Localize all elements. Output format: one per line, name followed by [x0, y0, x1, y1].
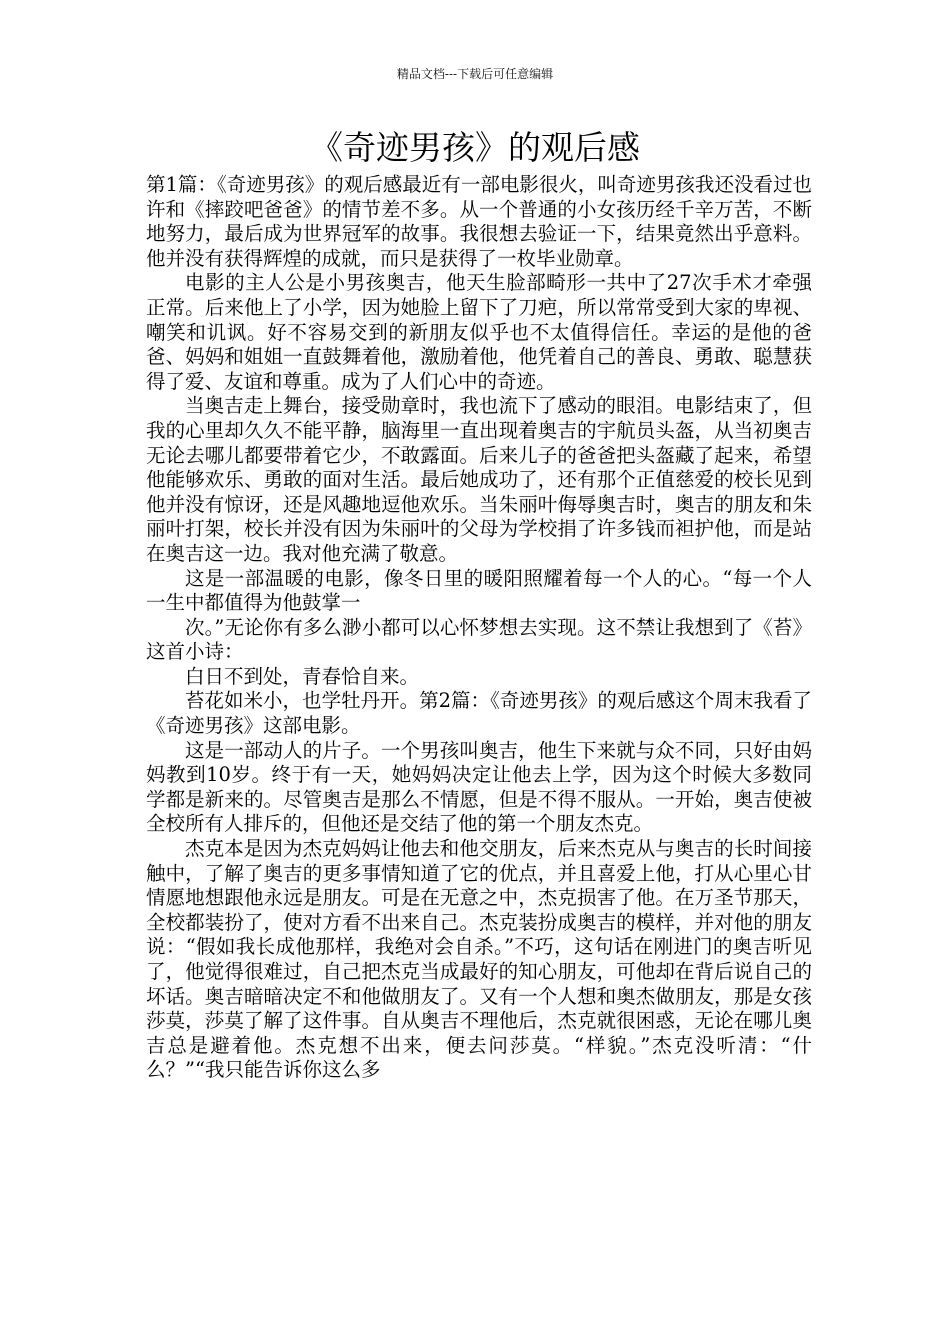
paragraph: 电影的主人公是小男孩奥吉，他天生脸部畸形一共中了27次手术才牵强正常。后来他上了小学，因为她脸上留下了刀疤，所以常常受到大家的卑视、嘲笑和讥讽。好不容易交到的新朋友似乎也不太值得信任。幸运的是他的爸爸、妈妈和姐姐一直鼓舞着他，激励着他，他凭着自己的善良、勇敢、聪慧获得了爱、友谊和尊重。成为了人们心中的奇迹。: [146, 271, 812, 393]
document-title: 《奇迹男孩》的观后感: [310, 128, 640, 167]
paragraph: 第1篇：《奇迹男孩》的观后感最近有一部电影很火，叫奇迹男孩我还没看过也许和《摔跤吧爸爸》的情节差不多。从一个普通的小女孩历经千辛万苦，不断地努力，最后成为世界冠军的故事。我很想去验证一下，结果竟然出乎意料。他并没有获得辉煌的成就，而只是获得了一枚毕业勋章。: [146, 173, 812, 270]
paragraph: 次。”无论你有多么渺小都可以心怀梦想去实现。这不禁让我想到了《苔》这首小诗：: [146, 615, 812, 664]
poem-line: 白日不到处，青春恰自来。: [185, 664, 420, 688]
header-note: 精品文档---下载后可任意编辑: [396, 67, 554, 81]
paragraph: 当奥吉走上舞台，接受勋章时，我也流下了感动的眼泪。电影结束了，但我的心里却久久不能平静，脑海里一直出现着奥吉的宇航员头盔，从当初奥吉无论去哪儿都要带着它少，不敢露面。后来儿子的爸爸把头盔藏了起来，希望他能够欢乐、勇敢的面对生活。最后她成功了，还有那个正值慈爱的校长见到他并没有惊讶，还是风趣地逗他欢乐。当朱丽叶侮辱奥吉时，奥吉的朋友和朱丽叶打架，校长并没有因为朱丽叶的父母为学校捐了许多钱而袒护他，而是站在奥吉这一边。我对他充满了敬意。: [146, 394, 812, 565]
paragraph: 杰克本是因为杰克妈妈让他去和他交朋友，后来杰克从与奥吉的长时间接触中，了解了奥吉的更多事情知道了它的优点，并且喜爱上他，打从心里心甘情愿地想跟他永远是朋友。可是在无意之中，杰克损害了他。在万圣节那天，全校都装扮了，使对方看不出来自己。杰克装扮成奥吉的模样，并对他的朋友说：“假如我长成他那样，我绝对会自杀。”不巧，这句话在刚进门的奥吉听见了，他觉得很难过，自己把杰克当成最好的知心朋友，可他却在背后说自己的坏话。奥吉暗暗决定不和他做朋友了。又有一个人想和奥杰做朋友，那是女孩莎莫，莎莫了解了这件事。自从奥吉不理他后，杰克就很困惑，无论在哪儿奥吉总是避着他。杰克想不出来，便去问莎莫。“样貌。”杰克没听清：“什么？”“我只能告诉你这么多: [146, 837, 812, 1082]
paragraph: 这是一部动人的片子。一个男孩叫奥吉，他生下来就与众不同，只好由妈妈教到10岁。终于有一天，她妈妈决定让他去上学，因为这个时候大多数同学都是新来的。尽管奥吉是那么不情愿，但是不得不服从。一开始，奥吉使被全校所有人排斥的，但他还是交结了他的第一个朋友杰克。: [146, 738, 812, 836]
document-body: [146, 173, 812, 1083]
paragraph: 这是一部温暖的电影，像冬日里的暖阳照耀着每一个人的心。“每一个人一生中都值得为他鼓掌一: [146, 566, 812, 615]
paragraph: 苔花如米小，也学牡丹开。第2篇：《奇迹男孩》的观后感这个周末我看了《奇迹男孩》这部电影。: [146, 689, 812, 738]
